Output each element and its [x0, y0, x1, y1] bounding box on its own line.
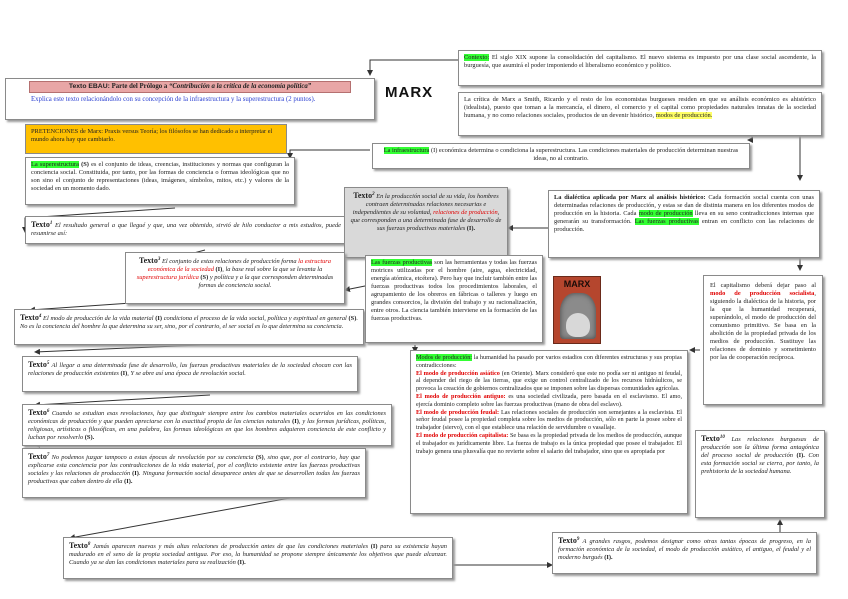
marx-book-cover — [553, 276, 601, 344]
arrow-texto4-texto5 — [35, 345, 200, 352]
texto3-box — [125, 252, 345, 304]
texto8-num: 8 — [87, 542, 91, 547]
contexto-body: El siglo XIX supone la consolidación del capitalismo. El nuevo sistema es impuesto por una clase social ascendente, la burguesía, que asumirá el poder imponiendo el liberalismo económico y político. — [464, 54, 816, 69]
fuerzas-body: son las herramientas y todas las fuerzas motrices utilizadas por el hombre (aire, agua, electricidad, energía atómica, etcétera). Pero hay que incluir también entre las fuerzas productivas todos los procedimientos laborales, el agrupamiento de los obreros en fábricas o talleres y luego en grandes consorcios, la división del trabajo y su racionalización, entre otros. La ciencia también interviene en la formación de las fuerzas productivas. — [371, 259, 537, 322]
book-portrait-beard — [566, 313, 590, 337]
dialectica-b1: Cada — [623, 210, 637, 217]
texto3-a: El conjunto de estas relaciones de producción forma — [161, 258, 297, 266]
superestructura-mark: (S) — [81, 161, 89, 168]
texto4-box — [14, 309, 364, 345]
pretensions-text: PRETENCIONES de Marx: Praxis versus Teoría; los filósofos se han dedicado a interpretar el mundo ahora hay que cambiarlo. — [31, 128, 273, 143]
ebau-header — [5, 78, 375, 120]
dialectica-modo: modo de producción — [638, 210, 693, 217]
texto10-box — [695, 430, 825, 518]
infraestructura-body: (I) económica determina o condiciona la superestructura. Las condiciones materiales de producción determinan nuestras ideas, no al contrario. — [430, 147, 739, 162]
texto3-b: , la base real sobre la que se levanta la — [222, 266, 323, 274]
contexto-term: Contexto: — [464, 54, 490, 61]
texto5-label: Texto — [28, 360, 47, 370]
texto1-num: 1 — [49, 221, 53, 226]
texto4-mark2: (S) — [348, 315, 357, 323]
modo-asiatico-body: (en Oriente). Marx consideró que este no podía ser ni antiguo ni feudal, al depender del riego de las tierras, que exige un control centralizado de los recursos hidráulicos, se provoca la creación de gobiernos centralizados que se imponen sobre las dispersas comunidades agrícolas. — [416, 369, 682, 393]
texto1-body: El resultado general a que llegué y que, una vez obtenido, sirvió de hilo conductor a mis estudios, puede resumirse así: — [31, 222, 341, 238]
ebau-title-bar — [29, 81, 351, 93]
texto7-a: No podemos juzgar tampoco a estas épocas de revolución por su conciencia — [51, 454, 254, 462]
texto7-num: 7 — [46, 453, 50, 458]
texto4-b: condiciona el proceso de la vida social, política y espiritual en general — [163, 315, 347, 323]
texto9-box — [552, 532, 817, 574]
texto6-a: Cuando se estudian esas revoluciones, hay que distinguir siempre entre los cambios materiales ocurridos en las condiciones económicas de producción y que pueden apreciarse con la exactitud propia de las ciencias naturales — [28, 410, 386, 426]
modo-antiguo-title: El modo de producción antiguo: — [416, 392, 506, 400]
texto3-num: 3 — [157, 257, 161, 262]
page-title: MARX — [385, 84, 434, 101]
texto8-mark2: (I). — [237, 559, 246, 567]
superestructura-term: La superestructura — [31, 161, 79, 168]
texto3-c: y política y a la que corresponden determinadas formas de conciencia social. — [198, 274, 334, 290]
ebau-instruction: Explica este texto relacionándolo con su concepción de la infraestructura y la superestructura (2 puntos). — [31, 96, 316, 103]
modo-capitalista-body: Se basa es la propiedad privada de los medios de producción, aunque el trabajador es jurídicamente libre. La fuerza de trabajo es la única propiedad que posee el trabajador. El trabajo genera una plusvalía que no revierte sobre el salario del trabajador, sino que es apropiada por — [416, 431, 683, 455]
texto2-num: 2 — [372, 192, 375, 197]
texto7-box — [22, 448, 366, 498]
texto6-mark1: (I) — [292, 418, 299, 426]
capitalismo-box — [703, 275, 823, 405]
critica-term: modos de producción. — [655, 112, 713, 119]
dialectica-title: La dialéctica aplicada por Marx al análisis histórico: — [554, 194, 706, 201]
texto8-a: Jamás aparecen nuevas y más altas relaciones de producción antes de que las condiciones materiales — [92, 543, 369, 551]
superestructura-box — [25, 157, 295, 205]
texto5-a: Al llegar a una determinada fase de desarrollo, las fuerzas productivas materiales de la sociedad chocan con las relaciones de producción existentes — [28, 362, 353, 378]
infraestructura-term: La infraestructura — [383, 147, 430, 154]
texto10-mark: (I). — [796, 452, 805, 460]
texto4-mark1: (I) — [155, 315, 162, 323]
book-title: MARX — [563, 279, 591, 289]
modo-antiguo-body: es una sociedad civilizada, pero basada en el esclavismo. El amo, ejercía dominio completo sobre las fuerzas productivas (mano de obra del esclavo). — [416, 392, 682, 408]
texto8-label: Texto — [69, 541, 88, 551]
texto6-num: 6 — [46, 409, 50, 414]
ebau-work-title: “Contribución a la crítica de la economía política” — [168, 83, 312, 90]
texto8-b: para su existencia hayan madurado en el seno de la propia sociedad antigua. Por eso, la humanidad se propone siempre únicamente los objetivos que puede alcanzar. Cuando ya se dan las condiciones materiales para su realización — [69, 543, 447, 567]
capitalismo-b: , siguiendo la dialéctica de la historia, por la que la humanidad recuperará, superándolo, el modo de producción del comunismo primitivo. Se basa en la abolición de la propiedad privada de los medios de producción. Sustituye las relaciones de dominio y sometimiento por las de cooperación recíproca. — [710, 290, 816, 361]
texto4-c: . No es la conciencia del hombre la que determina su ser, sino, por el contrario, el ser social es lo que determina su conciencia. — [20, 315, 358, 331]
critica-body: La crítica de Marx a Smith, Ricardo y el resto de los economistas burgueses residen en que su análisis económico es ahistórico (idealista), puesto que toman a la mercancía, el dinero, el comercio y el capital como propiedades naturales innatas de la sociedad humana, y no como relaciones sociales, productos de un devenir histórico, — [464, 96, 816, 119]
fuerzas-box — [365, 255, 543, 343]
modos-box — [410, 350, 688, 514]
texto8-mark1: (I) — [370, 543, 378, 551]
ebau-text-label: Texto EBAU: — [68, 83, 110, 90]
texto2-a: En la producción social de su vida, los hombres contraen determinadas relaciones necesarias e independientes de su voluntad, — [352, 193, 499, 217]
texto1-box — [25, 216, 347, 244]
capitalismo-red: modo de producción socialista — [710, 290, 815, 297]
texto2-mark: (I). — [466, 225, 476, 233]
texto9-label: Texto — [558, 536, 577, 546]
texto7-label: Texto — [28, 452, 47, 462]
texto7-mark2: (I) — [132, 470, 139, 478]
critica-box — [458, 92, 822, 136]
texto9-num: 9 — [576, 537, 580, 542]
texto3-label: Texto — [139, 256, 158, 266]
dialectica-fuerzas: Las fuerzas productivas — [634, 218, 699, 225]
modo-feudal-title: El modo de producción feudal: — [416, 408, 500, 416]
dialectica-a: Cada formación social cuenta con unas determinadas relaciones de producción, y estas se dan de distinta manera en los diferentes modos de producción en la historia. — [554, 194, 814, 217]
texto2-label: Texto — [353, 191, 373, 201]
texto6-box — [22, 404, 392, 446]
texto8-box — [63, 537, 453, 579]
texto6-mark2: (S). — [84, 434, 95, 442]
texto7-mark1: (S) — [255, 454, 264, 462]
texto4-num: 4 — [38, 314, 42, 319]
texto3-red1: la estructura económica de la sociedad — [147, 258, 331, 274]
ebau-part-label: Parte del Prólogo a — [111, 83, 168, 90]
texto9-a: A grandes rasgos, podemos designar como otras tantas épocas de progreso, en la formación económica de la sociedad, el modo de producción asiático, el antiguo, el feudal y el moderno burgués — [558, 538, 811, 562]
texto5-b: , Y se abre así una época de revolución social. — [127, 370, 246, 378]
texto4-label: Texto — [20, 313, 39, 323]
texto7-c: . Ninguna formación social desaparece antes de que se desarrollen todas las fuerzas productivas que caben dentro de ella — [28, 470, 360, 486]
texto6-b: , y las formas jurídicas, políticas, religiosas, artísticas o filosóficas, en una palabra, las formas ideológicas en que los hombres adquieren conciencia de este conflicto y luchan por resolverlo — [28, 418, 386, 442]
infraestructura-box — [372, 143, 750, 169]
modos-term: Modos de producción: — [416, 354, 473, 361]
contexto-box — [458, 50, 822, 86]
fuerzas-term: Las fuerzas productivas — [371, 259, 433, 266]
arrow-infra-superestructura — [290, 150, 370, 158]
texto1-label: Texto — [31, 220, 50, 230]
texto3-mark1: (I) — [215, 266, 223, 274]
texto2-b: , que corresponden a una determinada fase de desarrollo de sus fuerzas productivas materiales — [350, 209, 502, 233]
texto9-mark: (I). — [604, 554, 613, 562]
pretensions-box — [25, 124, 287, 154]
texto7-b: , sino que, por el contrario, hay que explicarse esta conciencia por las contradicciones de la vida material, por el conflicto existente entre las fuerzas productivas sociales y las relaciones de producción — [28, 454, 360, 478]
dialectica-b2: lleva en su seno contradicciones internas que generarán su transformación. — [554, 210, 814, 225]
texto3-red2: superestructura jurídica — [136, 274, 199, 282]
texto3-mark2: (S) — [200, 274, 209, 282]
dialectica-box — [548, 190, 820, 258]
modo-feudal-body: Las relaciones sociales de producción son semejantes a la esclavista. El señor feudal posee la propiedad completa sobre los medios de producción, sólo en parte la posee sobre el trabajador (siervo), con el que establece una relación de servidumbre o vasallaje. — [416, 408, 682, 432]
texto10-label: Texto — [701, 434, 720, 444]
texto2-box — [344, 187, 508, 258]
texto10-b: Con esta formación social se cierra, por tanto, la prehistoria de la sociedad humana. — [701, 452, 819, 476]
arrow-texto7-texto8 — [70, 498, 290, 538]
texto10-num: 10 — [719, 435, 725, 440]
modo-capitalista-title: El modo de producción capitalista: — [416, 431, 509, 439]
texto5-mark: (I) — [120, 370, 128, 378]
texto10-a: Las relaciones burguesas de producción son la última forma antagónica del proceso social de producción — [701, 436, 819, 460]
modo-asiatico-title: El modo de producción asiático — [416, 369, 500, 377]
capitalismo-a: El capitalismo deberá dejar paso al — [710, 282, 816, 289]
texto5-box — [22, 356, 358, 392]
dialectica-c: entran en conflicto con las relaciones de producción. — [554, 218, 814, 233]
texto4-a: El modo de producción de la vida material — [43, 315, 154, 323]
arrow-contexto — [370, 60, 458, 75]
modos-intro: la humanidad ha pasado por varios estadios con diferentes estructuras y sus propias contradicciones: — [416, 354, 682, 369]
texto6-label: Texto — [28, 408, 47, 418]
texto2-rel: relaciones de producción — [433, 209, 498, 217]
superestructura-body: es el conjunto de ideas, creencias, instituciones y normas que configuran la conciencia social. Constituida, por tanto, por las formas de conciencia o formas ideológicas que no son sino el conjunto de representaciones (ideas, imágenes, símbolos, mitos, etc.) y valores de la sociedad en un momento dado. — [31, 161, 289, 192]
texto7-mark3: (I). — [124, 478, 133, 486]
texto5-num: 5 — [46, 361, 50, 366]
